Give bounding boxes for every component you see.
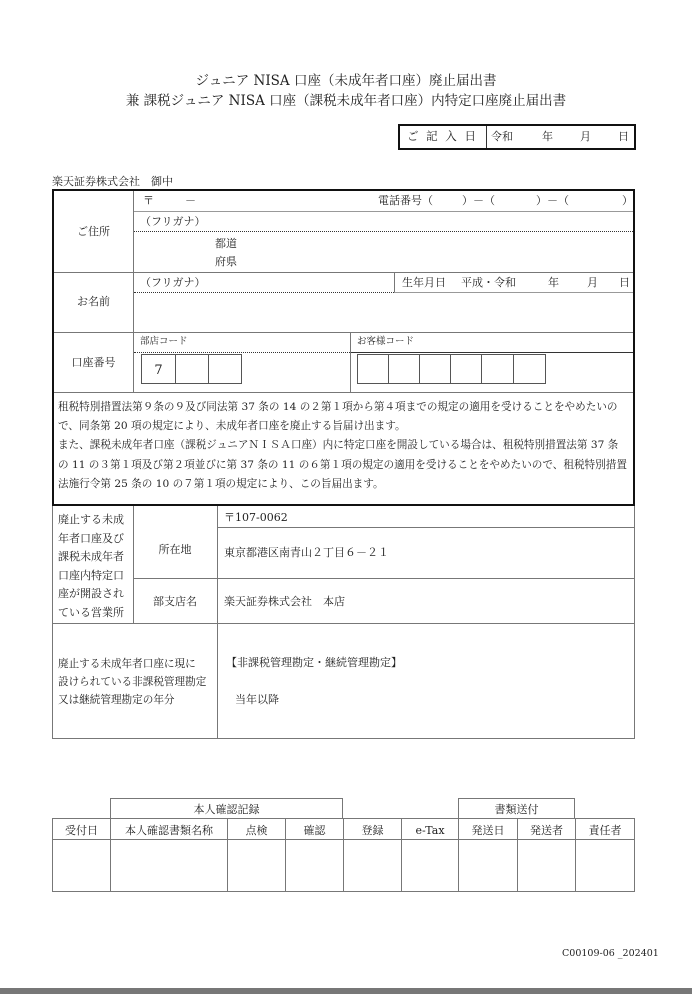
entry-date-era: 令和 xyxy=(491,130,513,143)
group-header-documents-label: 書類送付 xyxy=(494,803,539,816)
address-furigana-label: （フリガナ） xyxy=(140,215,206,228)
entry-date-day-unit: 日 xyxy=(618,130,629,143)
branch-code-digit-1[interactable] xyxy=(141,354,176,384)
office-use-cell[interactable] xyxy=(575,839,635,892)
declaration-line-1: 租税特別措置法第９条の９及び同法第 37 条の 14 の２第１項から第４項までの規定の適用を受けることをやめたいの xyxy=(58,401,618,413)
prefecture-label-1: 都道 xyxy=(215,237,237,250)
declaration-line-2: で、同条第 20 項の規定により、未成年者口座を廃止する旨届け出ます。 xyxy=(58,420,406,432)
customer-code-digit-5[interactable] xyxy=(481,354,514,384)
branch-code-digit-3[interactable] xyxy=(208,354,242,384)
entry-date-label: ご 記 入 日 xyxy=(407,129,478,143)
postal-mark: 〒 xyxy=(143,194,154,207)
birthdate-field[interactable] xyxy=(520,274,630,291)
office-label-line: 課税未成年者 xyxy=(58,550,124,563)
account-year-value: 当年以降 xyxy=(235,693,279,706)
birthdate-label: 生年月日 xyxy=(402,276,446,289)
phone-end: ） xyxy=(622,194,633,207)
declaration-line-4: の 11 の３第１項及び第２項並びに第 37 条の 11 の６第１項の規定の適用を受けることをやめたいので、租税特別措置 xyxy=(58,459,627,471)
birthdate-day-unit: 日 xyxy=(619,276,630,289)
office-label-line: 廃止する未成 xyxy=(58,513,124,526)
group-header-identity-label: 本人確認記録 xyxy=(193,803,260,816)
office-address: 東京都港区南青山２丁目６－２１ xyxy=(224,546,389,559)
group-header-documents xyxy=(458,798,575,819)
column-header-label: 本人確認書類名称 xyxy=(125,824,213,837)
office-section-label xyxy=(58,511,133,622)
page-bottom-edge xyxy=(0,988,692,994)
column-header-label: 発送者 xyxy=(530,824,563,837)
birthdate-month-unit: 月 xyxy=(587,276,598,289)
column-header xyxy=(458,818,518,840)
office-label-line: 座が開設され xyxy=(58,587,124,600)
entry-date-field[interactable] xyxy=(510,126,634,148)
account-year-label-line: 廃止する未成年者口座に現に xyxy=(58,658,196,670)
name-field[interactable] xyxy=(136,294,631,330)
address-furigana-field[interactable] xyxy=(210,212,630,230)
account-year-label xyxy=(58,655,206,709)
branch-name: 楽天証券株式会社 本店 xyxy=(224,595,345,608)
address-field[interactable] xyxy=(245,233,630,270)
column-header xyxy=(52,818,111,840)
office-use-cell[interactable] xyxy=(110,839,228,892)
office-use-cell[interactable] xyxy=(401,839,459,892)
office-use-cell[interactable] xyxy=(285,839,344,892)
column-header xyxy=(285,818,344,840)
branch-code-digit-2[interactable] xyxy=(175,354,209,384)
customer-code-digit-1[interactable] xyxy=(357,354,389,384)
office-use-cell[interactable] xyxy=(458,839,518,892)
office-label-line: 年者口座及び xyxy=(58,531,124,545)
office-label-line: ている営業所 xyxy=(58,605,124,619)
entry-date-month-unit: 月 xyxy=(580,130,591,143)
name-furigana-label: （フリガナ） xyxy=(140,276,206,289)
entry-date-year-unit: 年 xyxy=(542,130,553,143)
branch-name-label: 部支店名 xyxy=(153,595,197,608)
birthdate-era: 平成・令和 xyxy=(461,276,516,289)
birthdate-year-unit: 年 xyxy=(548,276,559,289)
account-number-label: 口座番号 xyxy=(71,356,116,369)
column-header xyxy=(517,818,576,840)
column-header-label: 発送日 xyxy=(471,824,505,837)
postal-code-field[interactable] xyxy=(155,192,355,210)
declaration-line-3: また、課税未成年者口座（課税ジュニアＮＩＳＡ口座）内に特定口座を開設している場合は、租税特別措置法第 37 条 xyxy=(58,439,619,451)
name-furigana-field[interactable] xyxy=(210,274,390,292)
name-label: お名前 xyxy=(77,295,110,308)
customer-code-digit-6[interactable] xyxy=(513,354,546,384)
phone-sep-2: ）－（ xyxy=(536,194,569,207)
branch-code-digit-1-value: 7 xyxy=(154,363,163,378)
branch-code-label: 部店コード xyxy=(140,336,188,347)
phone-sep-1: ）－（ xyxy=(462,194,495,207)
column-header xyxy=(227,818,286,840)
column-header-label: 責任者 xyxy=(588,824,622,837)
phone-field[interactable] xyxy=(435,192,625,210)
office-use-cell[interactable] xyxy=(52,839,111,892)
account-year-label-line: 又は継続管理勘定の年分 xyxy=(58,694,175,706)
form-title: ジュニア NISA 口座（未成年者口座）廃止届出書 xyxy=(195,73,497,89)
customer-code-digit-2[interactable] xyxy=(388,354,420,384)
customer-code-digit-3[interactable] xyxy=(419,354,451,384)
office-use-cell[interactable] xyxy=(517,839,576,892)
account-year-label-line: 設けられている非課税管理勘定 xyxy=(58,676,207,688)
location-label: 所在地 xyxy=(158,543,192,556)
postal-dash: － xyxy=(185,194,196,207)
column-header xyxy=(401,818,459,840)
office-label-line: 口座内特定口 xyxy=(58,568,124,582)
column-header-label: e-Tax xyxy=(415,824,445,837)
office-use-cell[interactable] xyxy=(343,839,402,892)
office-postal-code: 〒107-0062 xyxy=(224,511,288,524)
column-header-label: 点検 xyxy=(245,824,268,837)
phone-label: 電話番号（ xyxy=(378,194,433,207)
form-code: C00109-06 _202401 xyxy=(562,948,659,959)
column-header-label: 登録 xyxy=(361,824,384,837)
declaration-line-5: 法施行令第 25 条の 10 の７第１項の規定により、この旨届出ます。 xyxy=(58,478,384,490)
office-use-cell[interactable] xyxy=(227,839,286,892)
column-header xyxy=(575,818,635,840)
prefecture-label-2: 府県 xyxy=(215,255,237,268)
column-header xyxy=(343,818,402,840)
customer-code-digit-4[interactable] xyxy=(450,354,482,384)
column-header-label: 受付日 xyxy=(65,824,98,837)
column-header xyxy=(110,818,228,840)
form-subtitle: 兼 課税ジュニア NISA 口座（課税未成年者口座）内特定口座廃止届出書 xyxy=(125,93,567,109)
addressee: 楽天証券株式会社 御中 xyxy=(52,175,173,188)
group-header-identity xyxy=(110,798,343,819)
column-header-label: 確認 xyxy=(303,824,326,837)
address-label: ご住所 xyxy=(77,225,110,238)
customer-code-label: お客様コード xyxy=(357,336,415,347)
account-category: 【非課税管理勘定・継続管理勘定】 xyxy=(226,656,402,669)
